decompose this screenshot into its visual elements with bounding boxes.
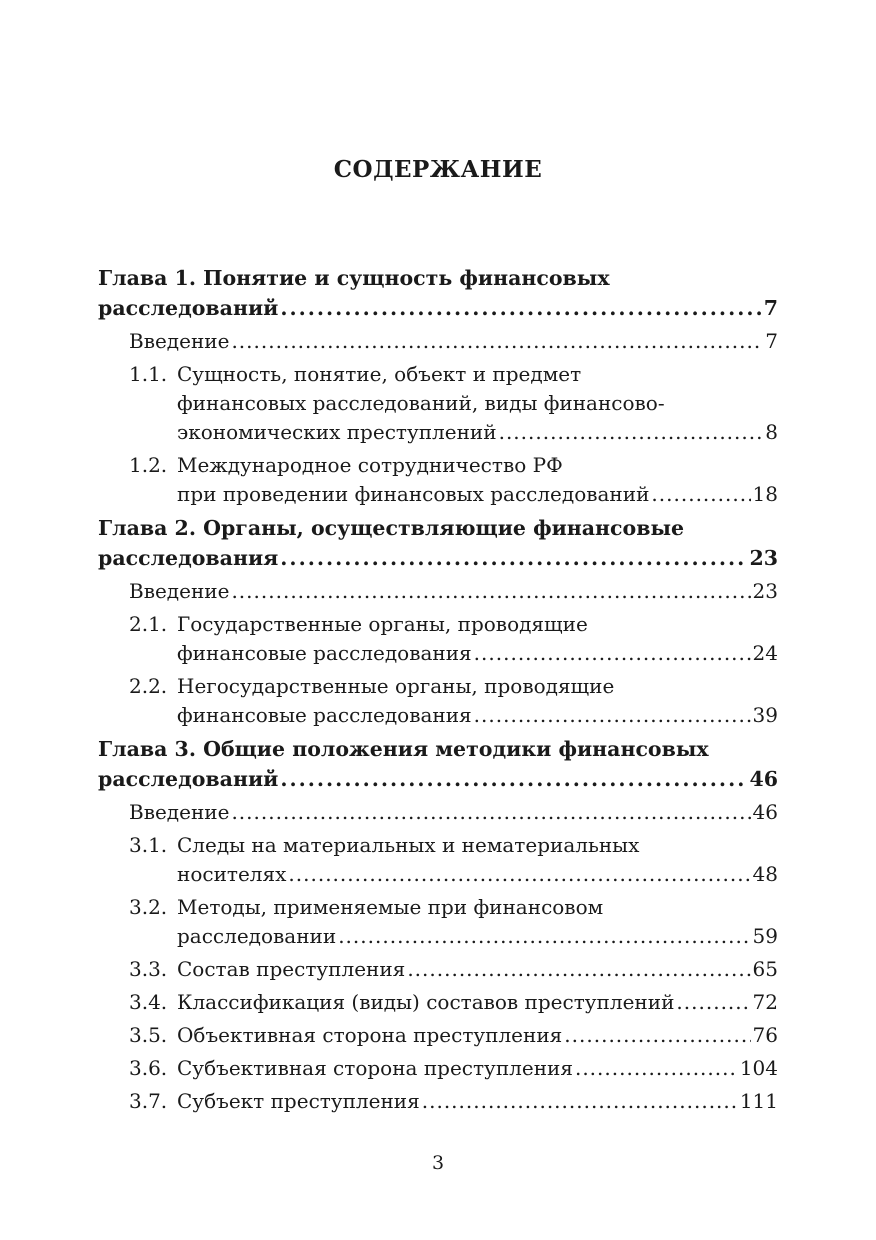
dot-leader: [499, 418, 764, 447]
dot-leader: [651, 480, 750, 509]
chapter-title-line: Глава 1. Понятие и сущность финансовых: [98, 266, 610, 290]
section-title-line: Методы, применяемые при финансовом: [177, 895, 604, 919]
chapter-title-end: расследований: [98, 767, 279, 791]
section-entry: [129, 893, 778, 951]
section-page: 24: [752, 641, 778, 665]
chapter-title-end: расследований: [98, 296, 279, 320]
section-title-end: Субъект преступления: [177, 1089, 420, 1113]
section-number: 3.6.: [129, 1056, 168, 1080]
section-entry: [129, 1087, 778, 1116]
section-entry: [129, 988, 778, 1017]
section-page: 65: [752, 957, 778, 981]
chapter-heading: [98, 513, 778, 573]
section-number: 1.2.: [129, 453, 168, 477]
chapter-heading: [98, 263, 778, 323]
dot-leader: [474, 701, 751, 730]
chapter-3: [98, 734, 778, 1116]
chapter-1: [98, 263, 778, 509]
section-number: 2.1.: [129, 612, 168, 636]
dot-leader: [676, 988, 750, 1017]
section-title-line: Сущность, понятие, объект и предмет: [177, 362, 582, 386]
chapter-title-entry: [98, 764, 778, 794]
section-number: 3.2.: [129, 895, 168, 919]
chapter-page: 46: [749, 767, 778, 791]
chapter-title-line: Глава 3. Общие положения методики финансовых: [98, 737, 709, 761]
dot-leader: [280, 293, 761, 323]
chapter-title-line: Глава 2. Органы, осуществляющие финансовые: [98, 516, 685, 540]
section-entry: [129, 1021, 778, 1050]
section-title-end: финансовые расследования: [177, 703, 472, 727]
section-number: 2.2.: [129, 674, 168, 698]
dot-leader: [474, 639, 751, 668]
chapter-title-entry: [98, 543, 778, 573]
section-title-line: Негосударственные органы, проводящие: [177, 674, 615, 698]
dot-leader: [338, 922, 750, 951]
dot-leader: [280, 543, 747, 573]
section-page: 111: [739, 1089, 778, 1113]
dot-leader: [280, 764, 747, 794]
section-number: 3.1.: [129, 833, 168, 857]
intro-entry: [129, 577, 778, 606]
chapter-title-end: расследования: [98, 546, 279, 570]
section-number: 3.5.: [129, 1023, 168, 1047]
chapter-page: 23: [749, 546, 778, 570]
section-number: 3.4.: [129, 990, 168, 1014]
section-entry: [129, 610, 778, 668]
page-number: 3: [431, 1152, 445, 1174]
dot-leader: [231, 577, 750, 606]
section-entry: [129, 672, 778, 730]
section-title-line: Следы на материальных и нематериальных: [177, 833, 640, 857]
section-number: 1.1.: [129, 362, 168, 386]
intro-page: 46: [752, 800, 778, 824]
section-page: 8: [765, 420, 778, 444]
section-page: 39: [752, 703, 778, 727]
section-title-line: Международное сотрудничество РФ: [177, 453, 563, 477]
dot-leader: [575, 1054, 738, 1083]
section-entry: [129, 451, 778, 509]
chapter-heading: [98, 734, 778, 794]
dot-leader: [422, 1087, 738, 1116]
dot-leader: [407, 955, 750, 984]
page-title: СОДЕРЖАНИЕ: [333, 156, 543, 183]
section-title-end: Субъективная сторона преступления: [177, 1056, 573, 1080]
section-title-end: Классификация (виды) составов преступлений: [177, 990, 675, 1014]
section-title-end: Состав преступления: [177, 957, 406, 981]
dot-leader: [288, 860, 750, 889]
section-page: 104: [739, 1056, 778, 1080]
section-page: 48: [752, 862, 778, 886]
section-title-end: экономических преступлений: [177, 420, 497, 444]
section-title-end: при проведении финансовых расследований: [177, 482, 650, 506]
section-title-end: Объективная сторона преступления: [177, 1023, 563, 1047]
section-number: 3.3.: [129, 957, 168, 981]
section-entry: [129, 831, 778, 889]
table-of-contents: [98, 263, 778, 1120]
chapter-title-entry: [98, 293, 778, 323]
dot-leader: [564, 1021, 750, 1050]
dot-leader: [231, 327, 763, 356]
section-title-line: Государственные органы, проводящие: [177, 612, 588, 636]
section-title-end: финансовые расследования: [177, 641, 472, 665]
section-title-end: носителях: [177, 862, 287, 886]
section-number: 3.7.: [129, 1089, 168, 1113]
intro-label: Введение: [129, 579, 230, 603]
section-entry: [129, 955, 778, 984]
intro-entry: [129, 798, 778, 827]
intro-page: 23: [752, 579, 778, 603]
section-page: 72: [752, 990, 778, 1014]
intro-label: Введение: [129, 800, 230, 824]
intro-entry: [129, 327, 778, 356]
section-title-end: расследовании: [177, 924, 337, 948]
section-entry: [129, 360, 778, 447]
intro-page: 7: [765, 329, 778, 353]
section-page: 76: [752, 1023, 778, 1047]
chapter-2: [98, 513, 778, 730]
section-page: 59: [752, 924, 778, 948]
section-entry: [129, 1054, 778, 1083]
section-title-line: финансовых расследований, виды финансово-: [177, 391, 665, 415]
section-page: 18: [752, 482, 778, 506]
intro-label: Введение: [129, 329, 230, 353]
dot-leader: [231, 798, 750, 827]
chapter-page: 7: [763, 296, 778, 320]
